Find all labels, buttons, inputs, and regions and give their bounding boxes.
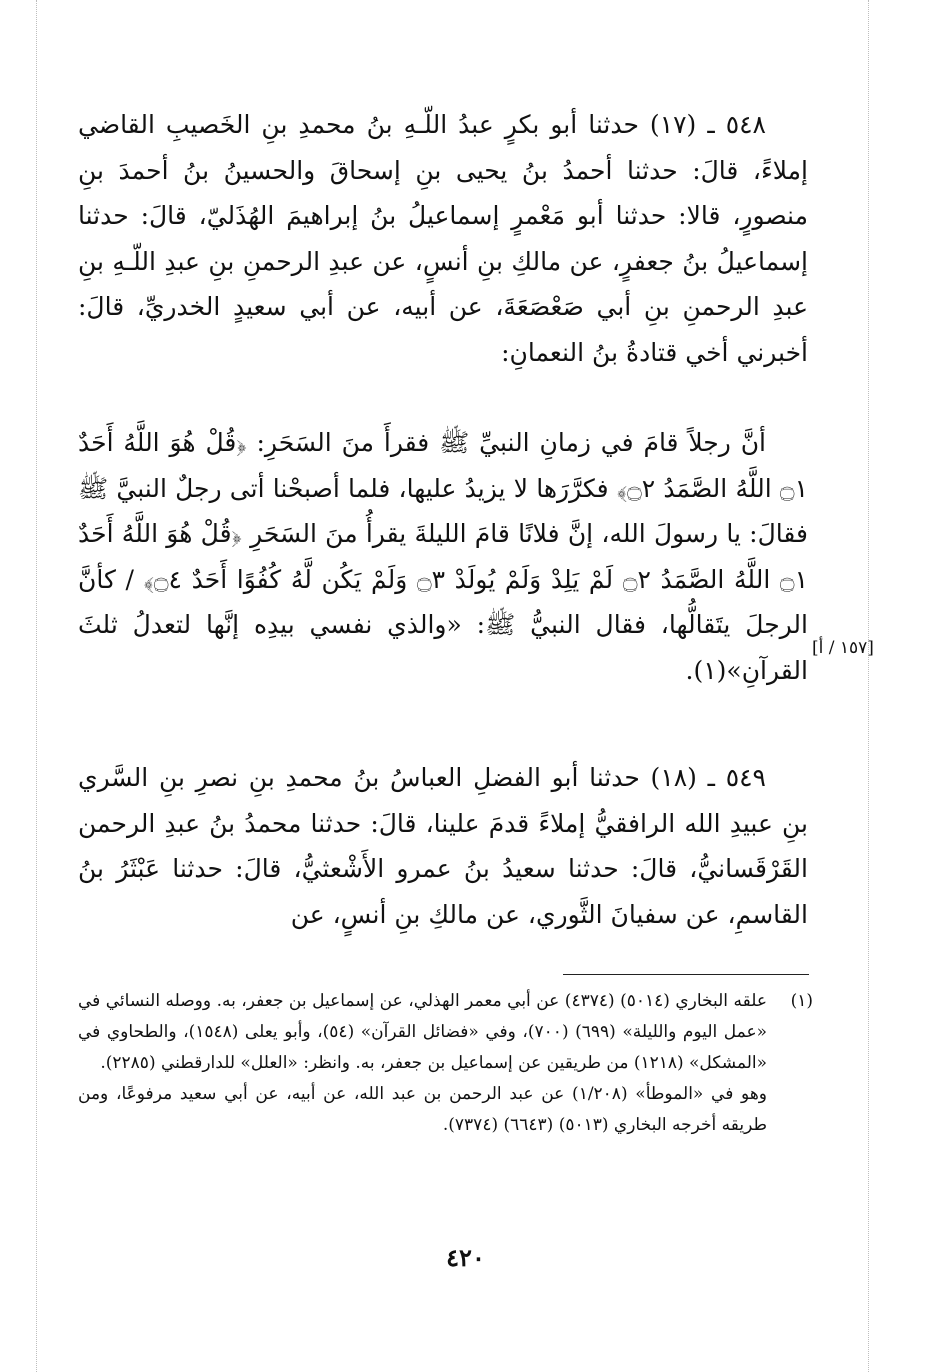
footnotes	[78, 986, 813, 1141]
manuscript-folio-reference: [١٥٧ / أ]	[812, 638, 874, 658]
hadith-548-isnad: ٥٤٨ ـ (١٧) حدثنا أبو بكرٍ عبدُ اللّـهِ بنُ محمدِ بنِ الخَصيبِ القاضي إملاءً، قالَ: حدثنا أحمدُ بنُ يحيى بنِ إسحاقَ والحسينُ بنُ أحمدَ بنِ منصورٍ، قالا: حدثنا أبو مَعْمرٍ إسماعيلُ بنُ إبراهيمَ الهُذَليّ، قالَ: حدثنا إسماعيلُ بنُ جعفرٍ، عن مالكِ بنِ أنسٍ، عن عبدِ الرحمنِ بنِ عبدِ اللّـهِ بنِ عبدِ الرحمنِ بنِ أبي صَعْصَعَةَ، عن أبيه، عن أبي سعيدٍ الخدريِّ، قالَ: أخبرني أخي قتادةُ بنُ النعمانِ:	[78, 110, 809, 367]
footnote-separator	[563, 974, 809, 975]
margin-guide-right	[868, 0, 869, 1372]
hadith-549-isnad: ٥٤٩ ـ (١٨) حدثنا أبو الفضلِ العباسُ بنُ محمدِ بنِ نصرِ بنِ السَّري بنِ عبيدِ الله الرافقيُّ إملاءً قدمَ علينا، قالَ: حدثنا محمدُ بنُ عبدِ الرحمن القَرْقَسانيُّ، قالَ: حدثنا سعيدُ بنُ عمرو الأَشْعثيُّ، قالَ: حدثنا عَبْثَرُ بنُ القاسمِ، عن سفيانَ الثَّوري، عن مالكِ بنِ أنسٍ، عن	[78, 763, 808, 929]
hadith-548	[78, 102, 808, 375]
footnote-number: (١)	[790, 991, 813, 1011]
footnote-1-paragraph-2: وهو في «الموطأ» (١/٢٠٨) عن عبد الرحمن بن عبد الله، عن أبيه، عن أبي سعيد مرفوعًا، ومن طريقه أخرجه البخاري (٥٠١٣) (٦٦٤٣) (٧٣٧٤).	[78, 1084, 767, 1135]
hadith-548-text	[78, 420, 808, 693]
hadith-549	[78, 755, 808, 937]
hadith-548-matn: أنَّ رجلاً قامَ في زمانِ النبيِّ ﷺ فقرأَ منَ السَحَرِ: ﴿قُلْ هُوَ اللَّهُ أَحَدٌ ۝١ اللَّهُ الصَّمَدُ ۝٢﴾ فكرَّرَها لا يزيدُ عليها، فلما أصبحْنا أتى رجلٌ النبيَّ ﷺ فقالَ: يا رسولَ الله، إنَّ فلانًا قامَ الليلةَ يقرأُ منَ السَحَرِ ﴿قُلْ هُوَ اللَّهُ أَحَدٌ ۝١ اللَّهُ الصَّمَدُ ۝٢ لَمْ يَلِدْ وَلَمْ يُولَدْ ۝٣ وَلَمْ يَكُن لَّهُ كُفُوًا أَحَدٌ ۝٤﴾ / كأنَّ الرجلَ يتَقالُّها، فقال النبيُّ ﷺ: «والذي نفسي بيدِه إنَّها لتعدلُ ثلثَ القرآنِ»(١).	[78, 428, 808, 685]
margin-guide-left	[36, 0, 37, 1372]
footnote-1	[78, 986, 813, 1079]
footnote-1-paragraph-1: علقه البخاري (٥٠١٤) (٤٣٧٤) عن أبي معمر الهذلي، عن إسماعيل بن جعفر، به. ووصله النسائي في «عمل اليوم والليلة» (٦٩٩) (٧٠٠)، وفي «فضائل القرآن» (٥٤)، وأبو يعلى (١٥٤٨)، والطحاوي في «المشكل» (١٢١٨) من طريقين عن إسماعيل بن جعفر، به. وانظر: «العلل» للدارقطني (٢٢٨٥).	[78, 991, 768, 1073]
footnote-1-continued	[78, 1079, 813, 1141]
page-number: ٤٢٠	[446, 1243, 485, 1272]
